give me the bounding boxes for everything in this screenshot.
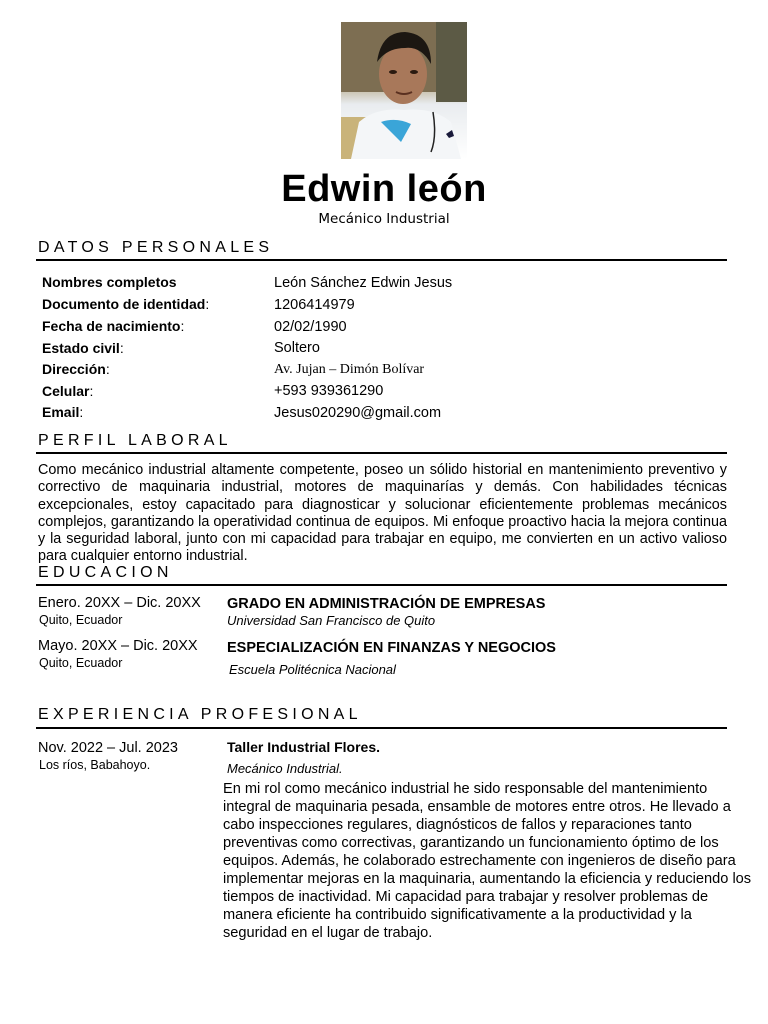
value-email: Jesus020290@gmail.com bbox=[274, 405, 442, 421]
experience-company: Taller Industrial Flores. bbox=[227, 739, 381, 755]
education-degree: GRADO EN ADMINISTRACIÓN DE EMPRESAS bbox=[227, 596, 546, 612]
education-place: Quito, Ecuador bbox=[39, 656, 123, 670]
value-phone: +593 939361290 bbox=[274, 383, 384, 399]
education-institution: Universidad San Francisco de Quito bbox=[227, 613, 436, 628]
education-dates: Mayo. 20XX – Dic. 20XX bbox=[38, 638, 198, 654]
experience-place: Los ríos, Babahoyo. bbox=[39, 758, 151, 772]
label-address: Dirección: bbox=[42, 361, 110, 377]
section-divider bbox=[36, 259, 727, 261]
section-title-experience: EXPERIENCIA PROFESIONAL bbox=[38, 706, 362, 723]
experience-description: En mi rol como mecánico industrial he sido responsable del mantenimiento integral de maquinaria pesada, ensamble de motores entre otros. He llevado a cabo inspecciones regulares, diagnósticos de fallos y reparaciones tanto preventivas como correctivas, garantizando un funcionamiento óptimo de los equipos. Además, he colaborado estrechamente con ingenieros de diseño para implementar mejoras en la maquinaria, aumentando la eficiencia y reduciendo los tiempos de inactividad. Mi capacidad para trabajar y resolver problemas de manera eficiente ha contribuido significativamente a la productividad y la seguridad en el lugar de trabajo. bbox=[223, 781, 752, 941]
section-divider bbox=[36, 452, 727, 454]
value-id-document: 1206414979 bbox=[274, 297, 355, 313]
education-place: Quito, Ecuador bbox=[39, 613, 123, 627]
candidate-role: Mecánico Industrial bbox=[318, 211, 450, 227]
label-phone: Celular: bbox=[42, 383, 94, 399]
education-degree: ESPECIALIZACIÓN EN FINANZAS Y NEGOCIOS bbox=[227, 640, 556, 656]
label-email: Email: bbox=[42, 404, 84, 420]
section-divider bbox=[36, 584, 727, 586]
experience-position: Mecánico Industrial. bbox=[227, 761, 343, 776]
profile-summary: Como mecánico industrial altamente competente, poseo un sólido historial en mantenimiento preventivo y correctivo de maquinaria industrial, motores de maquinarías y demás. Con habilidades técnicas excepcionales, estoy capacitado para diagnosticar y solucionar eficientemente problemas mecánicos complejos, garantizando la operatividad continua de equipos. Mi enfoque proactivo hacia la mejora continua y la seguridad laboral, junto con mi capacidad para trabajar en equipo, me convierten en un activo valioso para cualquier entorno industrial. bbox=[38, 462, 727, 565]
education-dates: Enero. 20XX – Dic. 20XX bbox=[38, 595, 201, 611]
section-title-education: EDUCACION bbox=[38, 564, 173, 581]
candidate-name: Edwin león bbox=[281, 168, 487, 210]
value-civil-status: Soltero bbox=[274, 340, 320, 356]
education-institution: Escuela Politécnica Nacional bbox=[229, 662, 396, 677]
label-birth-date: Fecha de nacimiento: bbox=[42, 318, 185, 334]
value-full-name: León Sánchez Edwin Jesus bbox=[274, 275, 453, 291]
value-birth-date: 02/02/1990 bbox=[274, 319, 347, 335]
section-title-profile: PERFIL LABORAL bbox=[38, 432, 232, 449]
experience-dates: Nov. 2022 – Jul. 2023 bbox=[38, 740, 178, 756]
profile-photo bbox=[341, 22, 467, 159]
label-id-document: Documento de identidad: bbox=[42, 296, 210, 312]
value-address: Av. Jujan – Dimón Bolívar bbox=[274, 362, 425, 377]
label-full-name: Nombres completos bbox=[42, 274, 177, 290]
label-civil-status: Estado civil: bbox=[42, 340, 124, 356]
section-divider bbox=[36, 727, 727, 729]
section-title-personal: DATOS PERSONALES bbox=[38, 239, 274, 256]
